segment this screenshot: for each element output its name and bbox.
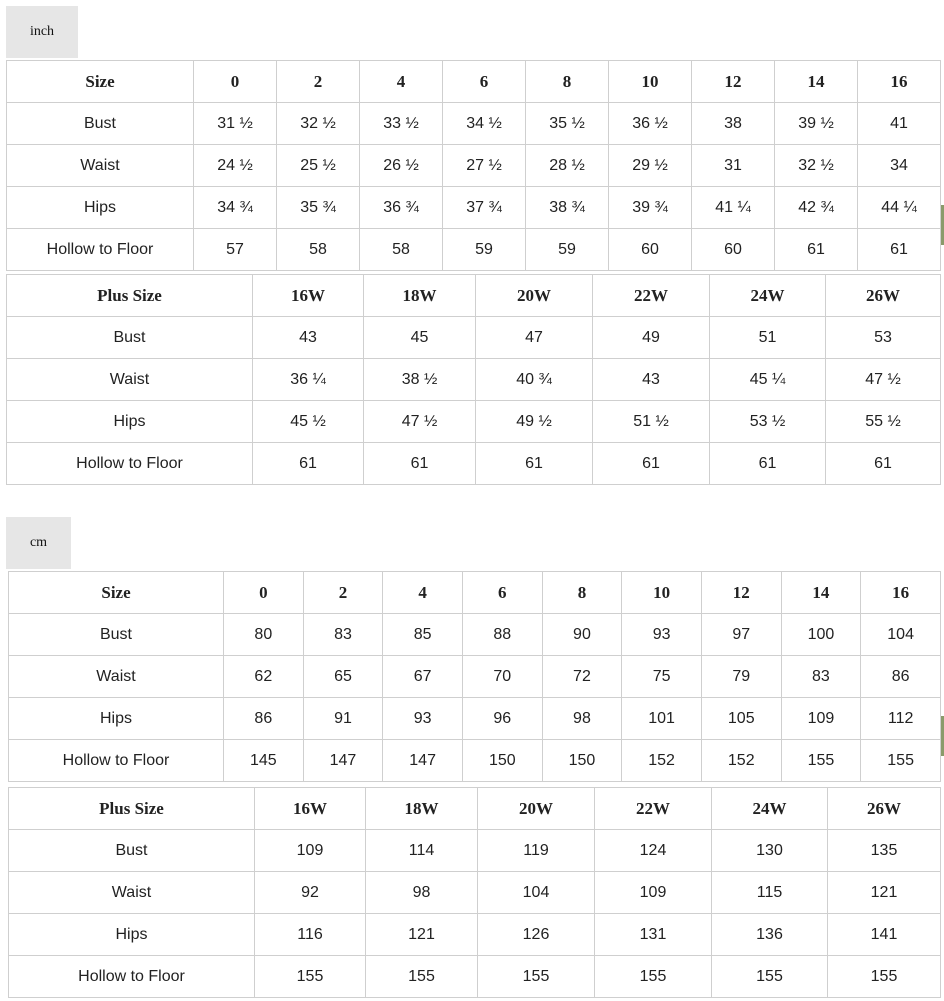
measurement-value: 145 [224, 740, 304, 782]
measurement-value: 116 [255, 914, 366, 956]
size-column-header: 0 [194, 61, 277, 103]
measurement-value: 155 [366, 956, 478, 998]
measurement-value: 28 ½ [526, 145, 609, 187]
row-header-label: Plus Size [9, 788, 255, 830]
measurement-value: 59 [443, 229, 526, 271]
measurement-value: 24 ½ [194, 145, 277, 187]
measurement-value: 147 [383, 740, 463, 782]
size-column-header: 6 [462, 572, 542, 614]
header-row [9, 572, 941, 614]
size-column-header: 16W [255, 788, 366, 830]
cm-standard-size-table [8, 571, 941, 782]
measurement-value: 124 [595, 830, 712, 872]
measurement-value: 38 ¾ [526, 187, 609, 229]
measurement-label: Bust [9, 614, 224, 656]
measurement-label: Hips [9, 914, 255, 956]
measurement-value: 105 [701, 698, 781, 740]
measurement-value: 38 ½ [364, 359, 476, 401]
size-column-header: 4 [360, 61, 443, 103]
measurement-value: 97 [701, 614, 781, 656]
measurement-value: 85 [383, 614, 463, 656]
measurement-value: 25 ½ [277, 145, 360, 187]
measurement-value: 58 [360, 229, 443, 271]
row-header-label: Size [9, 572, 224, 614]
measurement-value: 79 [701, 656, 781, 698]
measurement-value: 45 ¼ [710, 359, 826, 401]
measurement-value: 61 [858, 229, 941, 271]
table-row [7, 145, 941, 187]
measurement-value: 42 ¾ [775, 187, 858, 229]
measurement-value: 101 [622, 698, 702, 740]
measurement-value: 104 [861, 614, 941, 656]
measurement-value: 61 [826, 443, 941, 485]
measurement-value: 45 ½ [253, 401, 364, 443]
measurement-value: 130 [712, 830, 828, 872]
measurement-value: 31 ½ [194, 103, 277, 145]
measurement-value: 109 [255, 830, 366, 872]
measurement-value: 43 [253, 317, 364, 359]
size-column-header: 14 [775, 61, 858, 103]
measurement-value: 29 ½ [609, 145, 692, 187]
size-column-header: 24W [712, 788, 828, 830]
measurement-value: 131 [595, 914, 712, 956]
measurement-value: 32 ½ [775, 145, 858, 187]
measurement-value: 75 [622, 656, 702, 698]
measurement-value: 119 [478, 830, 595, 872]
measurement-value: 141 [828, 914, 941, 956]
measurement-value: 91 [303, 698, 383, 740]
size-column-header: 16 [861, 572, 941, 614]
measurement-value: 53 ½ [710, 401, 826, 443]
table-row [9, 614, 941, 656]
measurement-value: 58 [277, 229, 360, 271]
measurement-value: 27 ½ [443, 145, 526, 187]
measurement-label: Hollow to Floor [7, 229, 194, 271]
measurement-value: 104 [478, 872, 595, 914]
measurement-value: 37 ¾ [443, 187, 526, 229]
size-column-header: 18W [364, 275, 476, 317]
measurement-value: 126 [478, 914, 595, 956]
measurement-value: 109 [595, 872, 712, 914]
measurement-value: 155 [255, 956, 366, 998]
measurement-value: 155 [861, 740, 941, 782]
measurement-value: 135 [828, 830, 941, 872]
measurement-value: 61 [476, 443, 593, 485]
measurement-value: 34 [858, 145, 941, 187]
measurement-value: 51 ½ [593, 401, 710, 443]
measurement-value: 150 [542, 740, 622, 782]
measurement-value: 90 [542, 614, 622, 656]
measurement-value: 26 ½ [360, 145, 443, 187]
size-column-header: 6 [443, 61, 526, 103]
measurement-value: 86 [861, 656, 941, 698]
measurement-value: 47 ½ [826, 359, 941, 401]
measurement-value: 67 [383, 656, 463, 698]
size-column-header: 2 [303, 572, 383, 614]
measurement-value: 93 [383, 698, 463, 740]
measurement-value: 112 [861, 698, 941, 740]
measurement-value: 98 [366, 872, 478, 914]
measurement-value: 35 ½ [526, 103, 609, 145]
table-row [7, 103, 941, 145]
measurement-value: 41 [858, 103, 941, 145]
measurement-label: Waist [9, 872, 255, 914]
measurement-value: 152 [622, 740, 702, 782]
measurement-value: 136 [712, 914, 828, 956]
measurement-label: Hips [7, 187, 194, 229]
header-row [9, 788, 941, 830]
measurement-value: 80 [224, 614, 304, 656]
measurement-value: 72 [542, 656, 622, 698]
size-column-header: 16W [253, 275, 364, 317]
size-column-header: 8 [542, 572, 622, 614]
measurement-label: Hips [9, 698, 224, 740]
size-column-header: 2 [277, 61, 360, 103]
measurement-value: 34 ¾ [194, 187, 277, 229]
table-row [9, 914, 941, 956]
table-row [7, 187, 941, 229]
header-row [7, 275, 941, 317]
size-column-header: 10 [609, 61, 692, 103]
measurement-value: 60 [609, 229, 692, 271]
measurement-label: Hollow to Floor [9, 740, 224, 782]
size-column-header: 0 [224, 572, 304, 614]
measurement-value: 47 ½ [364, 401, 476, 443]
measurement-label: Hollow to Floor [7, 443, 253, 485]
table-row [9, 740, 941, 782]
measurement-value: 51 [710, 317, 826, 359]
measurement-value: 83 [303, 614, 383, 656]
measurement-value: 121 [828, 872, 941, 914]
measurement-label: Bust [7, 317, 253, 359]
measurement-value: 61 [364, 443, 476, 485]
measurement-value: 109 [781, 698, 861, 740]
measurement-value: 61 [710, 443, 826, 485]
size-column-header: 26W [828, 788, 941, 830]
measurement-value: 59 [526, 229, 609, 271]
measurement-value: 47 [476, 317, 593, 359]
inch-standard-size-table [6, 60, 941, 271]
measurement-value: 44 ¼ [858, 187, 941, 229]
measurement-value: 152 [701, 740, 781, 782]
table-row [9, 872, 941, 914]
tab-inch[interactable]: inch [6, 6, 78, 58]
measurement-value: 61 [253, 443, 364, 485]
measurement-label: Waist [7, 145, 194, 187]
measurement-label: Hips [7, 401, 253, 443]
measurement-value: 36 ½ [609, 103, 692, 145]
tab-cm[interactable]: cm [6, 517, 71, 569]
measurement-label: Waist [9, 656, 224, 698]
header-row [7, 61, 941, 103]
size-column-header: 10 [622, 572, 702, 614]
measurement-value: 32 ½ [277, 103, 360, 145]
measurement-value: 39 ½ [775, 103, 858, 145]
measurement-value: 35 ¾ [277, 187, 360, 229]
measurement-value: 65 [303, 656, 383, 698]
table-row [9, 698, 941, 740]
measurement-label: Waist [7, 359, 253, 401]
measurement-value: 93 [622, 614, 702, 656]
measurement-value: 114 [366, 830, 478, 872]
table-row [9, 656, 941, 698]
size-column-header: 20W [478, 788, 595, 830]
measurement-value: 34 ½ [443, 103, 526, 145]
measurement-value: 43 [593, 359, 710, 401]
measurement-value: 49 ½ [476, 401, 593, 443]
measurement-value: 147 [303, 740, 383, 782]
measurement-value: 100 [781, 614, 861, 656]
inch-plus-size-table [6, 274, 941, 485]
measurement-value: 36 ¾ [360, 187, 443, 229]
measurement-value: 70 [462, 656, 542, 698]
row-header-label: Size [7, 61, 194, 103]
size-column-header: 12 [692, 61, 775, 103]
measurement-value: 61 [593, 443, 710, 485]
size-column-header: 22W [595, 788, 712, 830]
measurement-value: 88 [462, 614, 542, 656]
measurement-value: 45 [364, 317, 476, 359]
table-row [7, 401, 941, 443]
measurement-value: 115 [712, 872, 828, 914]
measurement-value: 155 [828, 956, 941, 998]
table-row [7, 359, 941, 401]
size-column-header: 26W [826, 275, 941, 317]
size-column-header: 4 [383, 572, 463, 614]
measurement-value: 155 [595, 956, 712, 998]
measurement-label: Bust [7, 103, 194, 145]
measurement-value: 121 [366, 914, 478, 956]
measurement-value: 86 [224, 698, 304, 740]
measurement-value: 49 [593, 317, 710, 359]
measurement-value: 155 [712, 956, 828, 998]
measurement-value: 40 ¾ [476, 359, 593, 401]
size-column-header: 8 [526, 61, 609, 103]
measurement-value: 57 [194, 229, 277, 271]
measurement-value: 38 [692, 103, 775, 145]
measurement-value: 92 [255, 872, 366, 914]
measurement-value: 150 [462, 740, 542, 782]
measurement-value: 41 ¼ [692, 187, 775, 229]
measurement-value: 83 [781, 656, 861, 698]
measurement-value: 36 ¼ [253, 359, 364, 401]
measurement-value: 155 [478, 956, 595, 998]
table-row [9, 830, 941, 872]
size-column-header: 24W [710, 275, 826, 317]
table-row [7, 229, 941, 271]
measurement-label: Hollow to Floor [9, 956, 255, 998]
size-column-header: 20W [476, 275, 593, 317]
size-column-header: 22W [593, 275, 710, 317]
measurement-value: 31 [692, 145, 775, 187]
row-header-label: Plus Size [7, 275, 253, 317]
measurement-value: 98 [542, 698, 622, 740]
measurement-value: 55 ½ [826, 401, 941, 443]
size-column-header: 18W [366, 788, 478, 830]
measurement-value: 62 [224, 656, 304, 698]
measurement-value: 39 ¾ [609, 187, 692, 229]
table-row [7, 317, 941, 359]
table-row [7, 443, 941, 485]
measurement-value: 155 [781, 740, 861, 782]
table-row [9, 956, 941, 998]
measurement-value: 61 [775, 229, 858, 271]
measurement-value: 53 [826, 317, 941, 359]
measurement-value: 96 [462, 698, 542, 740]
size-column-header: 16 [858, 61, 941, 103]
cm-plus-size-table [8, 787, 941, 998]
measurement-value: 33 ½ [360, 103, 443, 145]
size-column-header: 14 [781, 572, 861, 614]
size-column-header: 12 [701, 572, 781, 614]
measurement-label: Bust [9, 830, 255, 872]
measurement-value: 60 [692, 229, 775, 271]
